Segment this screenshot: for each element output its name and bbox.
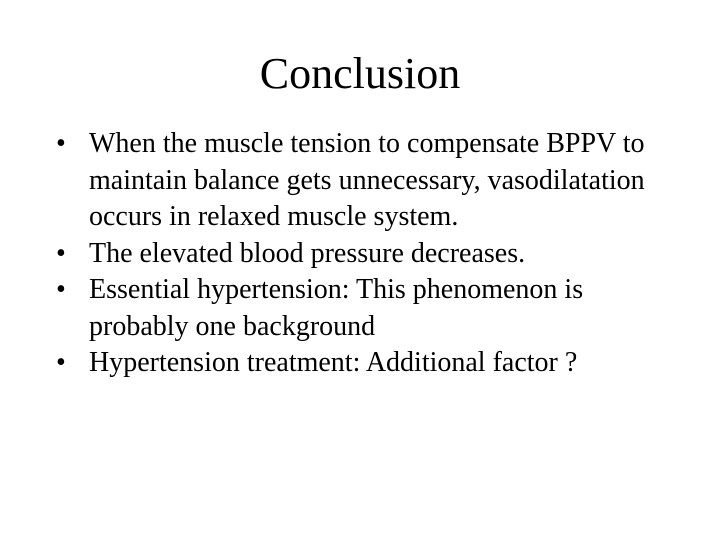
bullet-list: [56, 126, 676, 382]
bullet-text-1: When the muscle tension to compensate BPPV to maintain balance gets unnecessary, vasodilatation occurs in relaxed muscle system.: [89, 128, 645, 232]
slide-title: Conclusion: [259, 49, 461, 98]
bullet-text-3: Essential hypertension: This phenomenon is probably one background: [89, 274, 584, 342]
bullet-item-2: [56, 236, 676, 273]
bullet-icon: [56, 236, 89, 273]
bullet-item-4: [56, 345, 676, 382]
bullet-icon: [56, 126, 89, 163]
bullet-icon: [56, 272, 89, 309]
bullet-item-1: [56, 126, 676, 236]
bullet-text-2: The elevated blood pressure decreases.: [89, 237, 526, 269]
bullet-item-3: [56, 272, 676, 345]
bullet-icon: [56, 345, 89, 382]
bullet-text-4: Hypertension treatment: Additional factor ?: [89, 347, 578, 378]
